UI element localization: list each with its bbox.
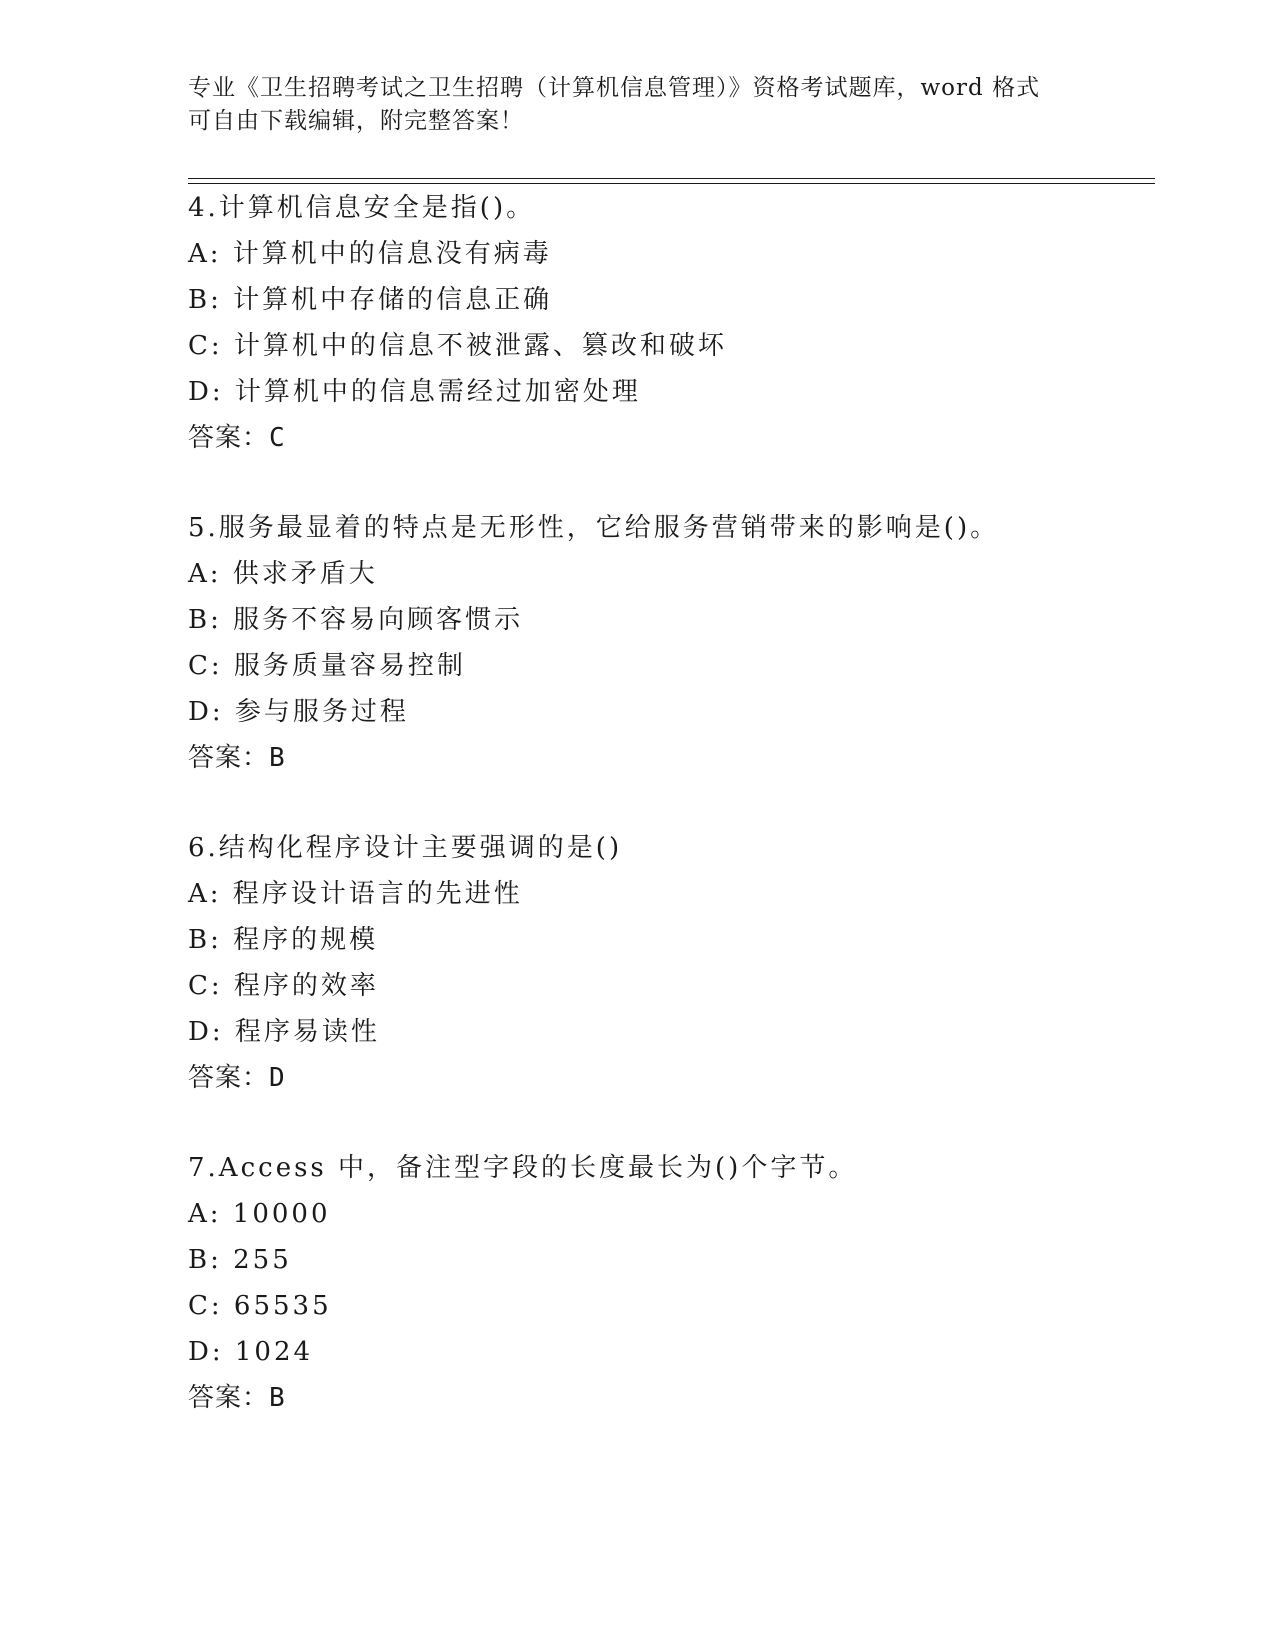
answer-line [188, 735, 1148, 781]
answer-value: B [269, 1383, 286, 1413]
question-block [188, 825, 1148, 1101]
answer-value: B [269, 743, 286, 773]
answer-value: D [269, 1063, 286, 1093]
question-stem: 6.结构化程序设计主要强调的是() [188, 833, 623, 863]
option-a: A: 供求矛盾大 [188, 559, 378, 589]
answer-label: 答案： [188, 1383, 270, 1413]
option-d: D: 参与服务过程 [188, 697, 409, 727]
option-b: B: 程序的规模 [188, 925, 379, 955]
option-a: A: 10000 [188, 1199, 331, 1229]
answer-label: 答案： [188, 743, 270, 773]
option-d: D: 程序易读性 [188, 1017, 380, 1047]
question-block [188, 505, 1148, 781]
option-d: D: 计算机中的信息需经过加密处理 [188, 377, 641, 407]
question-block [188, 185, 1148, 461]
option-c: C: 65535 [188, 1291, 332, 1321]
question-stem: 5.服务最显着的特点是无形性，它给服务营销带来的影响是()。 [188, 513, 1000, 543]
option-a: A: 程序设计语言的先进性 [188, 879, 523, 909]
header-line-1: 专业《卫生招聘考试之卫生招聘（计算机信息管理）》资格考试题库，word 格式 [188, 75, 1041, 101]
question-stem: 7.Access 中，备注型字段的长度最长为()个字节。 [188, 1153, 858, 1183]
option-c: C: 计算机中的信息不被泄露、篡改和破坏 [188, 331, 727, 361]
answer-line [188, 415, 1148, 461]
option-b: B: 计算机中存储的信息正确 [188, 285, 553, 315]
option-b: B: 255 [188, 1245, 292, 1275]
document-header [188, 72, 1088, 138]
option-a: A: 计算机中的信息没有病毒 [188, 239, 552, 269]
answer-line [188, 1375, 1148, 1421]
answer-label: 答案： [188, 423, 270, 453]
option-b: B: 服务不容易向顾客惯示 [188, 605, 524, 635]
option-c: C: 程序的效率 [188, 971, 379, 1001]
header-line-2: 可自由下载编辑，附完整答案！ [188, 108, 524, 134]
header-divider-top [188, 178, 1155, 179]
option-c: C: 服务质量容易控制 [188, 651, 466, 681]
header-divider-bottom [188, 183, 1155, 184]
question-block [188, 1145, 1148, 1421]
answer-value: C [269, 423, 286, 453]
question-stem: 4.计算机信息安全是指()。 [188, 193, 536, 223]
option-d: D: 1024 [188, 1337, 314, 1367]
answer-label: 答案： [188, 1063, 270, 1093]
answer-line [188, 1055, 1148, 1101]
